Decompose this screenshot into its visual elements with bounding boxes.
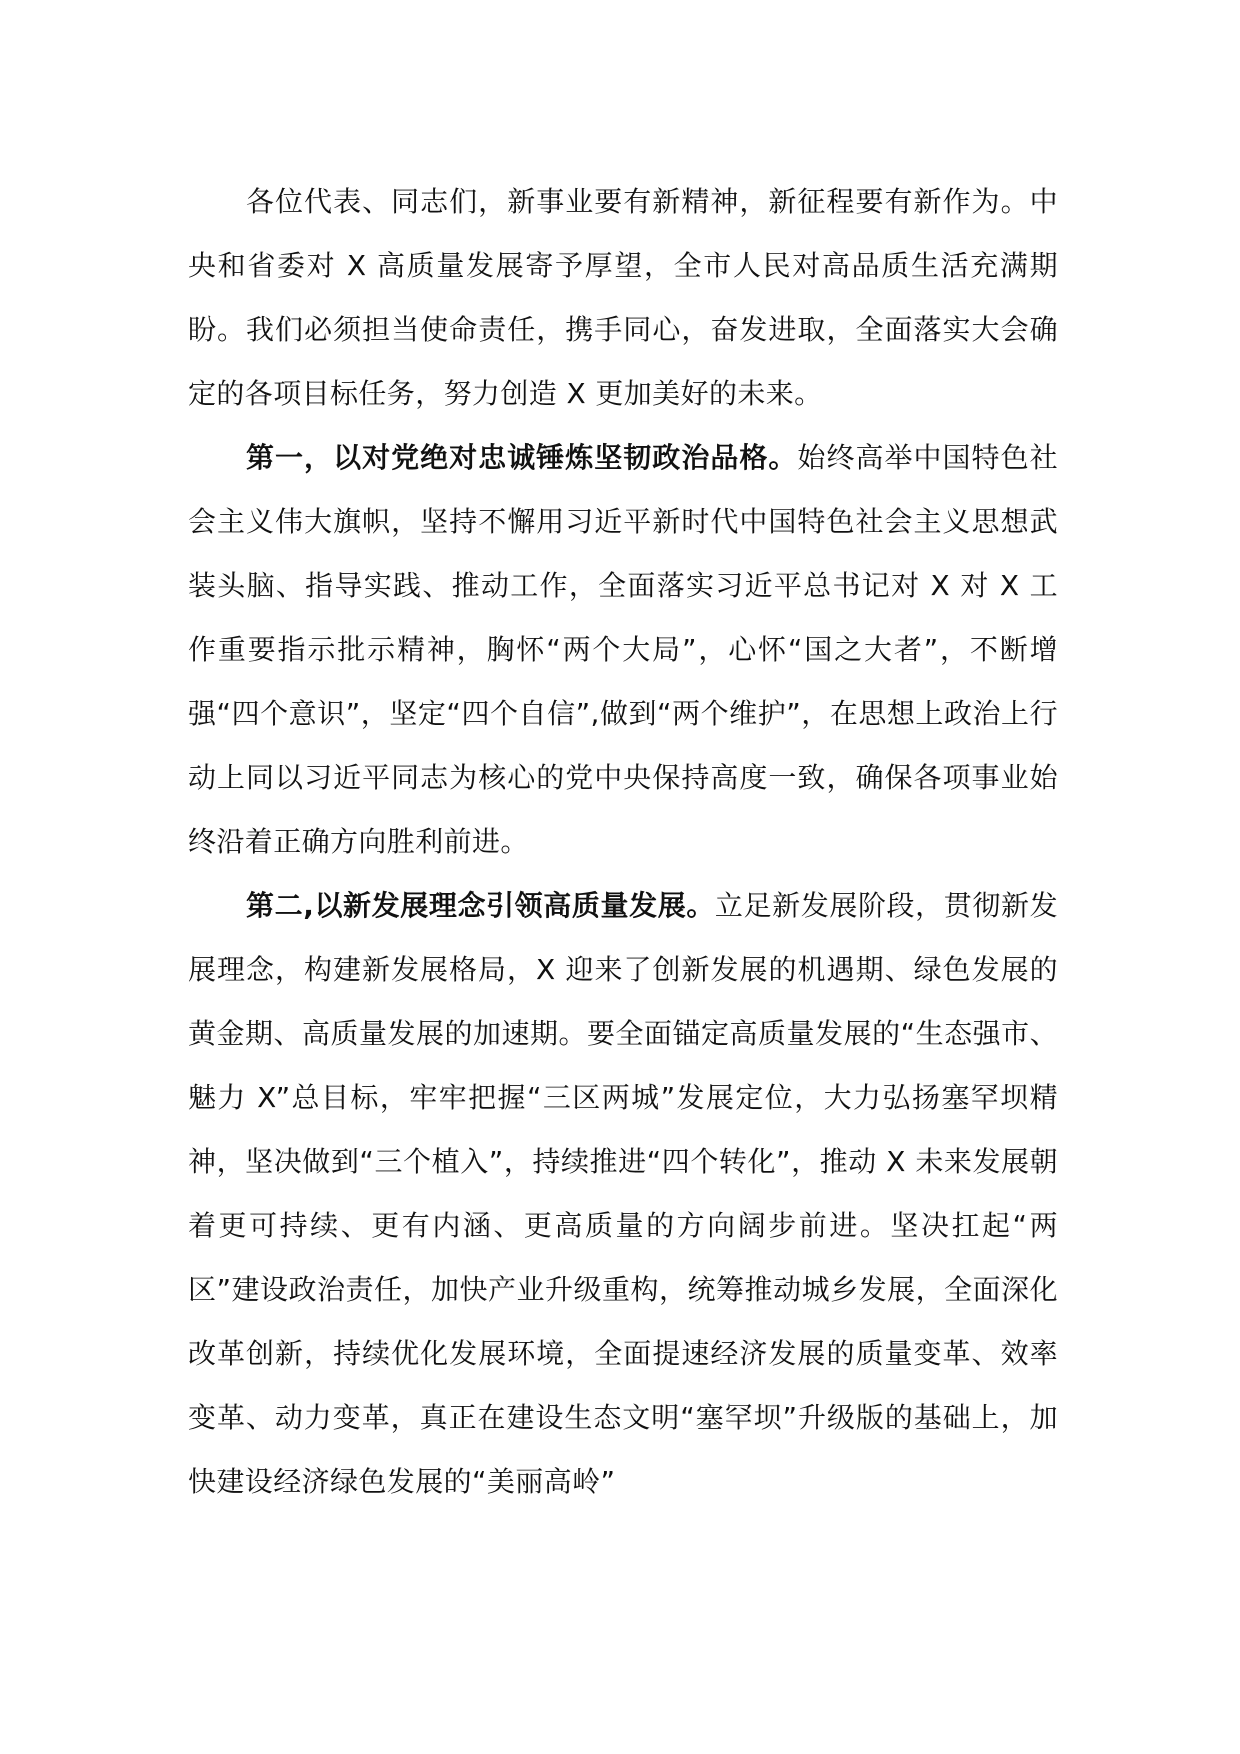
paragraph-intro (188, 170, 1058, 426)
paragraph-second-point-heading: 第二,以新发展理念引领高质量发展。 (246, 889, 715, 922)
paragraph-second-point-text: 立足新发展阶段，贯彻新发展理念，构建新发展格局，X 迎来了创新发展的机遇期、绿色发展的黄金期、高质量发展的加速期。要全面锚定高质量发展的“生态强市、魅力 X”总目标，牢牢把握“三区两城”发展定位，大力弘扬塞罕坝精神，坚决做到“三个植入”，持续推进“四个转化”，推动 X 未来发展朝着更可持续、更有内涵、更高质量的方向阔步前进。坚决扛起“两区”建设政治责任，加快产业升级重构，统筹推动城乡发展，全面深化改革创新，持续优化发展环境，全面提速经济发展的质量变革、效率变革、动力变革，真正在建设生态文明“塞罕坝”升级版的基础上，加快建设经济绿色发展的“美丽高岭” (188, 889, 1058, 1498)
paragraph-second-point (188, 874, 1058, 1514)
paragraph-intro-text: 各位代表、同志们，新事业要有新精神，新征程要有新作为。中央和省委对 X 高质量发展寄予厚望，全市人民对高品质生活充满期盼。我们必须担当使命责任，携手同心，奋发进取，全面落实大会确定的各项目标任务，努力创造 X 更加美好的未来。 (188, 185, 1058, 410)
paragraph-first-point-text: 始终高举中国特色社会主义伟大旗帜，坚持不懈用习近平新时代中国特色社会主义思想武装头脑、指导实践、推动工作，全面落实习近平总书记对 X 对 X 工作重要指示批示精神，胸怀“两个大局”，心怀“国之大者”，不断增强“四个意识”，坚定“四个自信”,做到“两个维护”，在思想上政治上行动上同以习近平同志为核心的党中央保持高度一致，确保各项事业始终沿着正确方向胜利前进。 (188, 441, 1058, 858)
paragraph-first-point (188, 426, 1058, 874)
document-body (188, 170, 1058, 1514)
paragraph-first-point-heading: 第一，以对党绝对忠诚锤炼坚韧政治品格。 (246, 441, 798, 474)
